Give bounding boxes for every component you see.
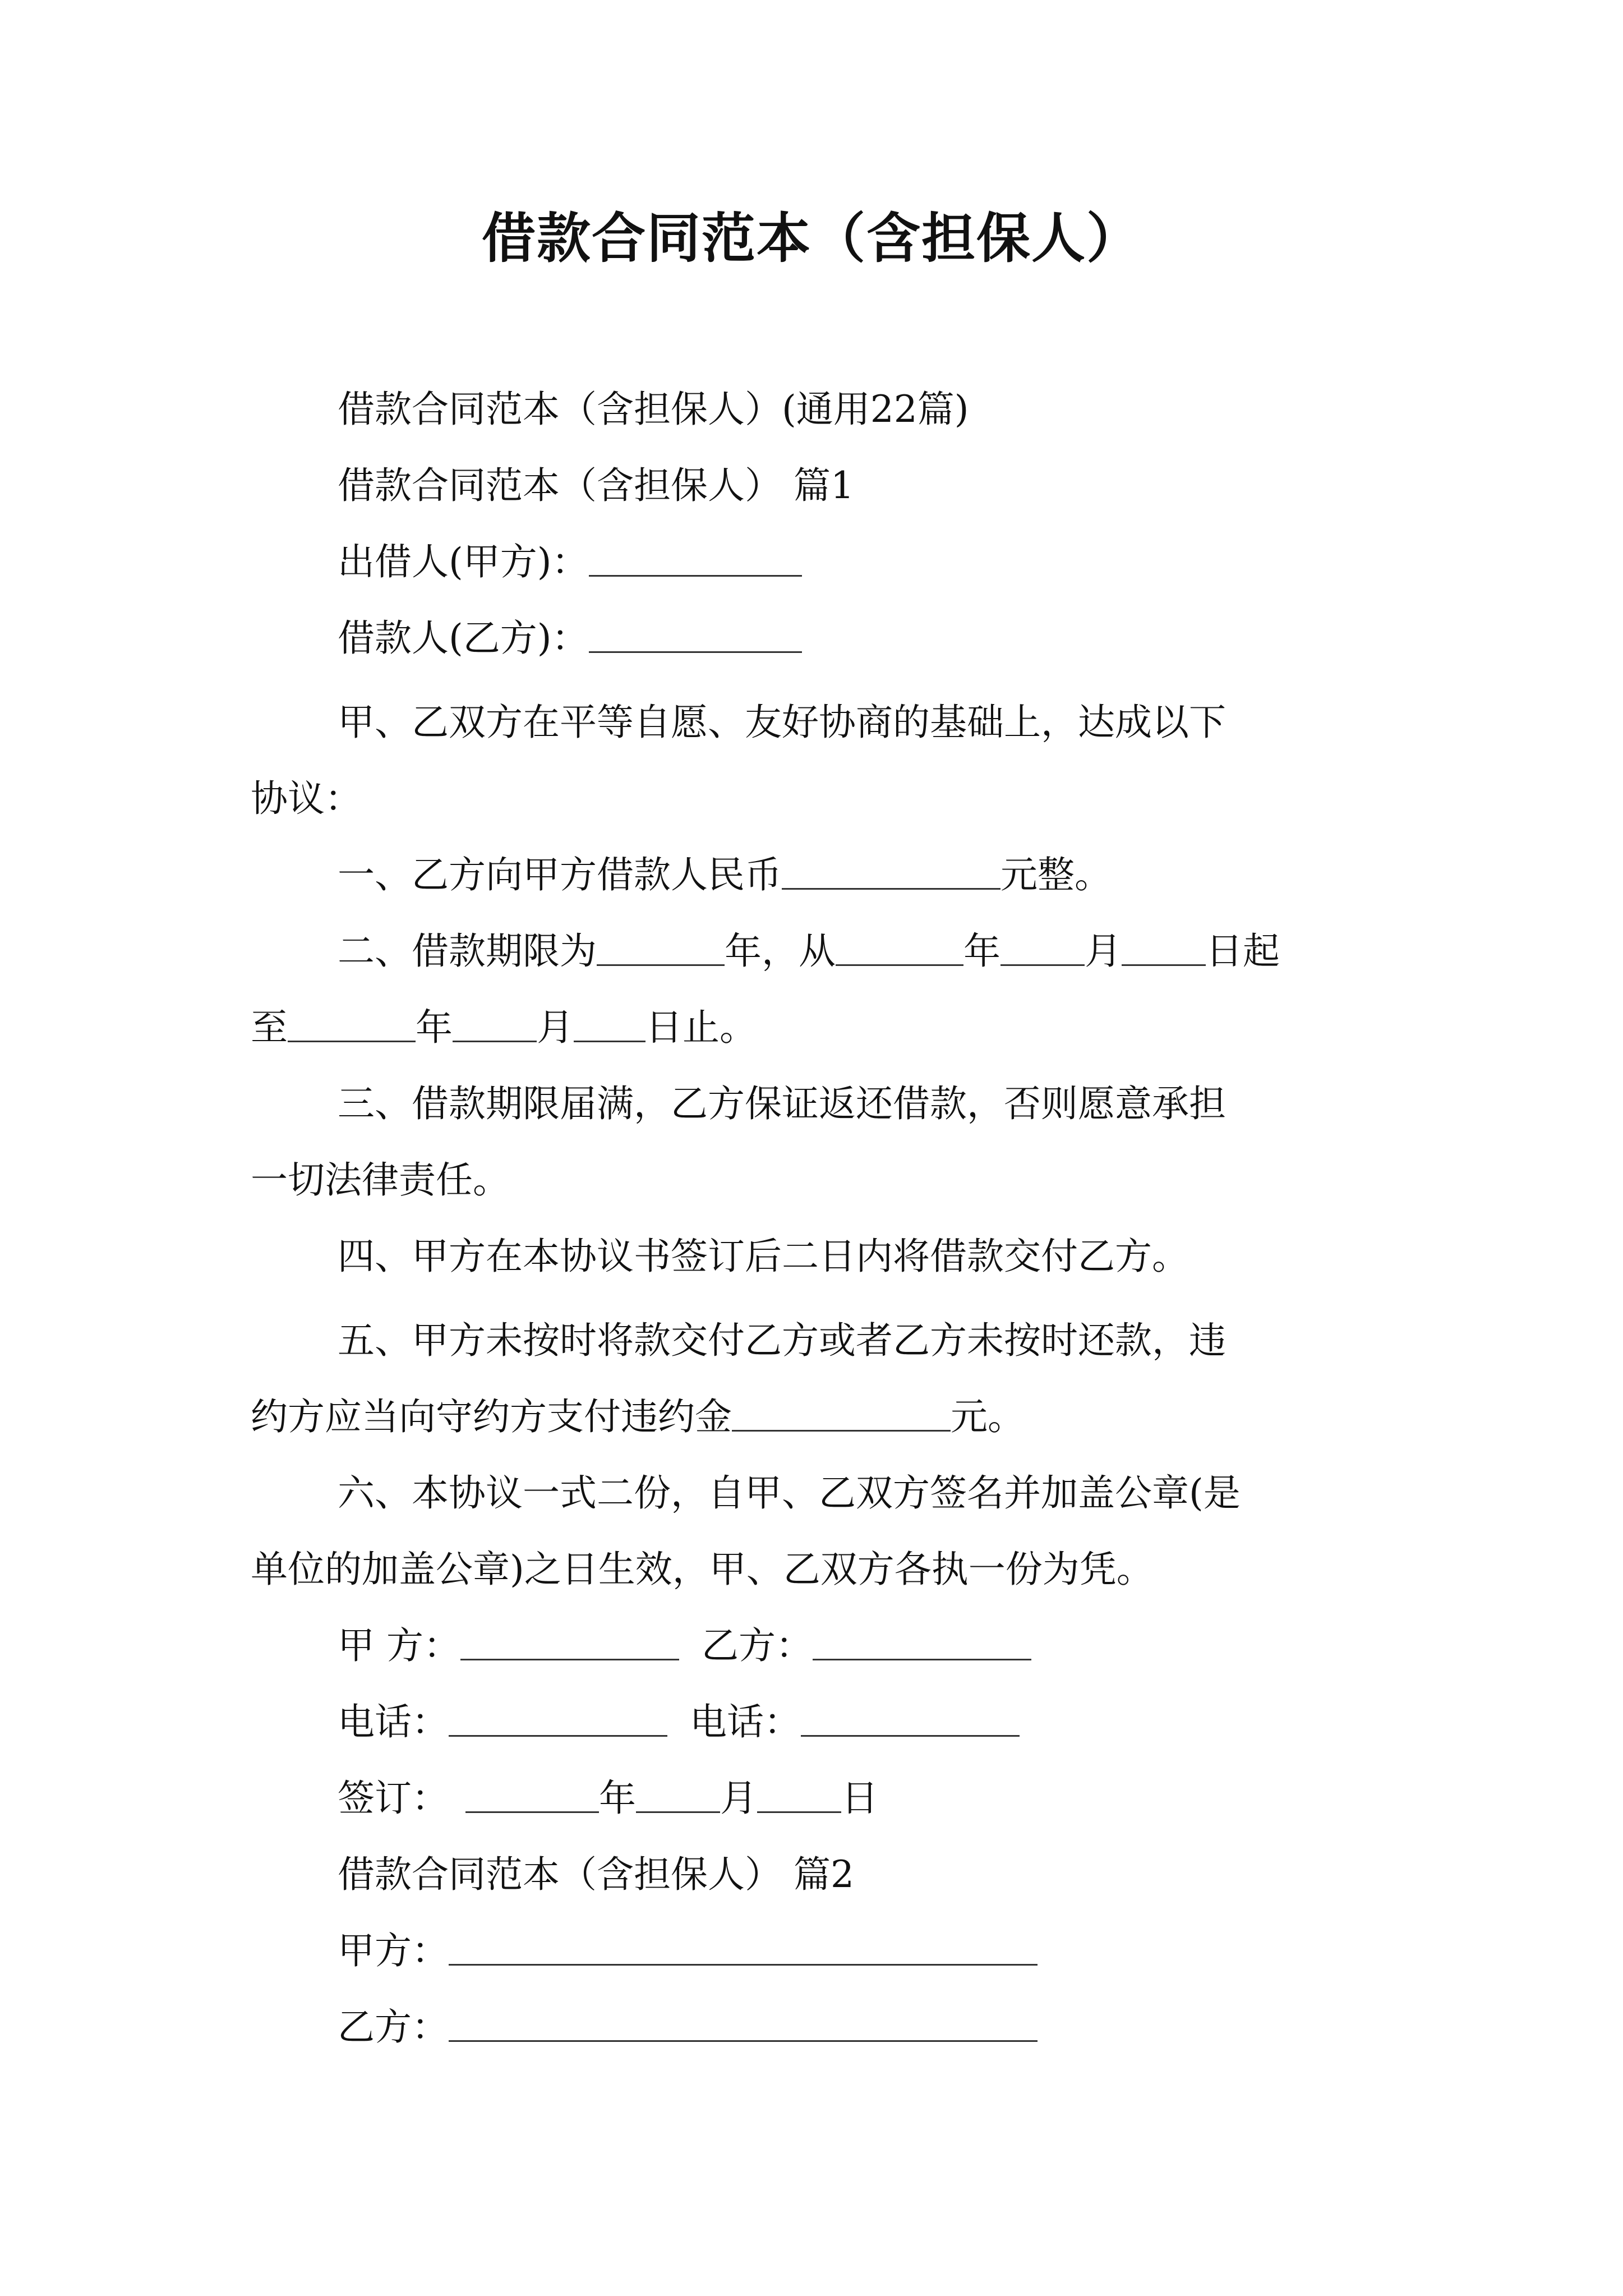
clause-5-line-1: 五、甲方未按时将款交付乙方或者乙方未按时还款，违 [338, 1319, 1226, 1362]
clause-2-text-f: 至 [251, 1006, 288, 1049]
signing-day-blank [757, 1780, 841, 1813]
end-day-blank [574, 1009, 645, 1042]
clause-6-line-2: 单位的加盖公章)之日生效，甲、乙双方各执一份为凭。 [251, 1548, 1154, 1591]
party-a-label-2: 甲方： [338, 1929, 449, 1972]
document-title: 借款合同范本（含担保人） [482, 207, 1141, 270]
clause-2-text-a: 二、借款期限为 [338, 930, 597, 973]
signing-year-blank [465, 1780, 599, 1813]
lender-label: 出借人(甲方)： [338, 540, 589, 583]
penalty-amount-blank [732, 1398, 951, 1432]
loan-amount-blank [782, 857, 1000, 890]
clause-1-text-b: 元整。 [1000, 853, 1112, 896]
signing-month-blank [636, 1780, 720, 1813]
party-b-signature-blank [813, 1627, 1031, 1660]
clause-2-text-b: 年，从 [725, 930, 836, 973]
clause-3-line-2: 一切法律责任。 [251, 1158, 510, 1202]
start-day-blank [1122, 933, 1206, 966]
clause-5-line-2 [251, 1395, 1025, 1439]
section-2-heading: 借款合同范本（含担保人） 篇2 [338, 1853, 854, 1896]
clause-2-text-h: 月 [537, 1006, 574, 1049]
start-year-blank [836, 933, 963, 966]
intro-line-1: 甲、乙双方在平等自愿、友好协商的基础上，达成以下 [338, 701, 1226, 744]
signing-month-label: 月 [720, 1777, 757, 1820]
party-b-line-2 [338, 2005, 1038, 2050]
signing-year-label: 年 [599, 1777, 636, 1820]
party-a-line-2 [338, 1929, 1038, 1973]
clause-5-text-b: 元。 [951, 1395, 1025, 1438]
clause-2-text-i: 日止。 [645, 1006, 757, 1049]
signature-parties-line [338, 1623, 1031, 1668]
borrower-line [338, 616, 802, 661]
section-1-heading: 借款合同范本（含担保人） 篇1 [338, 464, 854, 507]
clause-6-line-1: 六、本协议一式二份，自甲、乙双方签名并加盖公章(是 [338, 1471, 1241, 1515]
party-b-phone-blank [801, 1704, 1020, 1737]
clause-2-text-d: 月 [1085, 930, 1122, 973]
start-month-blank [1000, 933, 1085, 966]
clause-2-text-g: 年 [416, 1006, 453, 1049]
clause-2-line-2 [251, 1005, 757, 1050]
clause-2-text-e: 日起 [1206, 930, 1280, 973]
lender-line [338, 540, 802, 585]
signing-day-label: 日 [841, 1777, 878, 1820]
clause-1-text-a: 一、乙方向甲方借款人民币 [338, 853, 782, 896]
clause-4: 四、甲方在本协议书签订后二日内将借款交付乙方。 [338, 1235, 1189, 1278]
party-b-phone-label: 电话： [690, 1700, 801, 1743]
party-b-label-2: 乙方： [338, 2005, 449, 2049]
clause-1 [338, 853, 1112, 898]
document-subtitle: 借款合同范本（含担保人）(通用22篇) [338, 388, 969, 431]
signing-date-label: 签订： [338, 1777, 449, 1820]
clause-2-text-c: 年 [963, 930, 1000, 973]
clause-5-text-a: 约方应当向守约方支付违约金 [251, 1395, 732, 1438]
intro-line-2: 协议： [251, 777, 362, 820]
party-b-signature-label: 乙方： [701, 1624, 813, 1667]
party-a-signature-blank [460, 1627, 679, 1660]
signing-date-line [338, 1776, 878, 1821]
borrower-label: 借款人(乙方)： [338, 616, 589, 660]
clause-2-line-1 [338, 929, 1280, 974]
party-a-signature-label: 甲 方： [338, 1624, 460, 1667]
clause-3-line-1: 三、借款期限届满，乙方保证返还借款，否则愿意承担 [338, 1082, 1226, 1125]
end-year-blank [288, 1009, 416, 1042]
lender-blank [589, 544, 802, 577]
party-a-blank-2 [449, 1932, 1038, 1966]
end-month-blank [453, 1009, 537, 1042]
party-b-blank-2 [449, 2009, 1038, 2042]
phone-line [338, 1700, 1020, 1745]
term-years-blank [597, 933, 725, 966]
borrower-blank [589, 620, 802, 653]
party-a-phone-label: 电话： [338, 1700, 449, 1743]
party-a-phone-blank [449, 1704, 667, 1737]
